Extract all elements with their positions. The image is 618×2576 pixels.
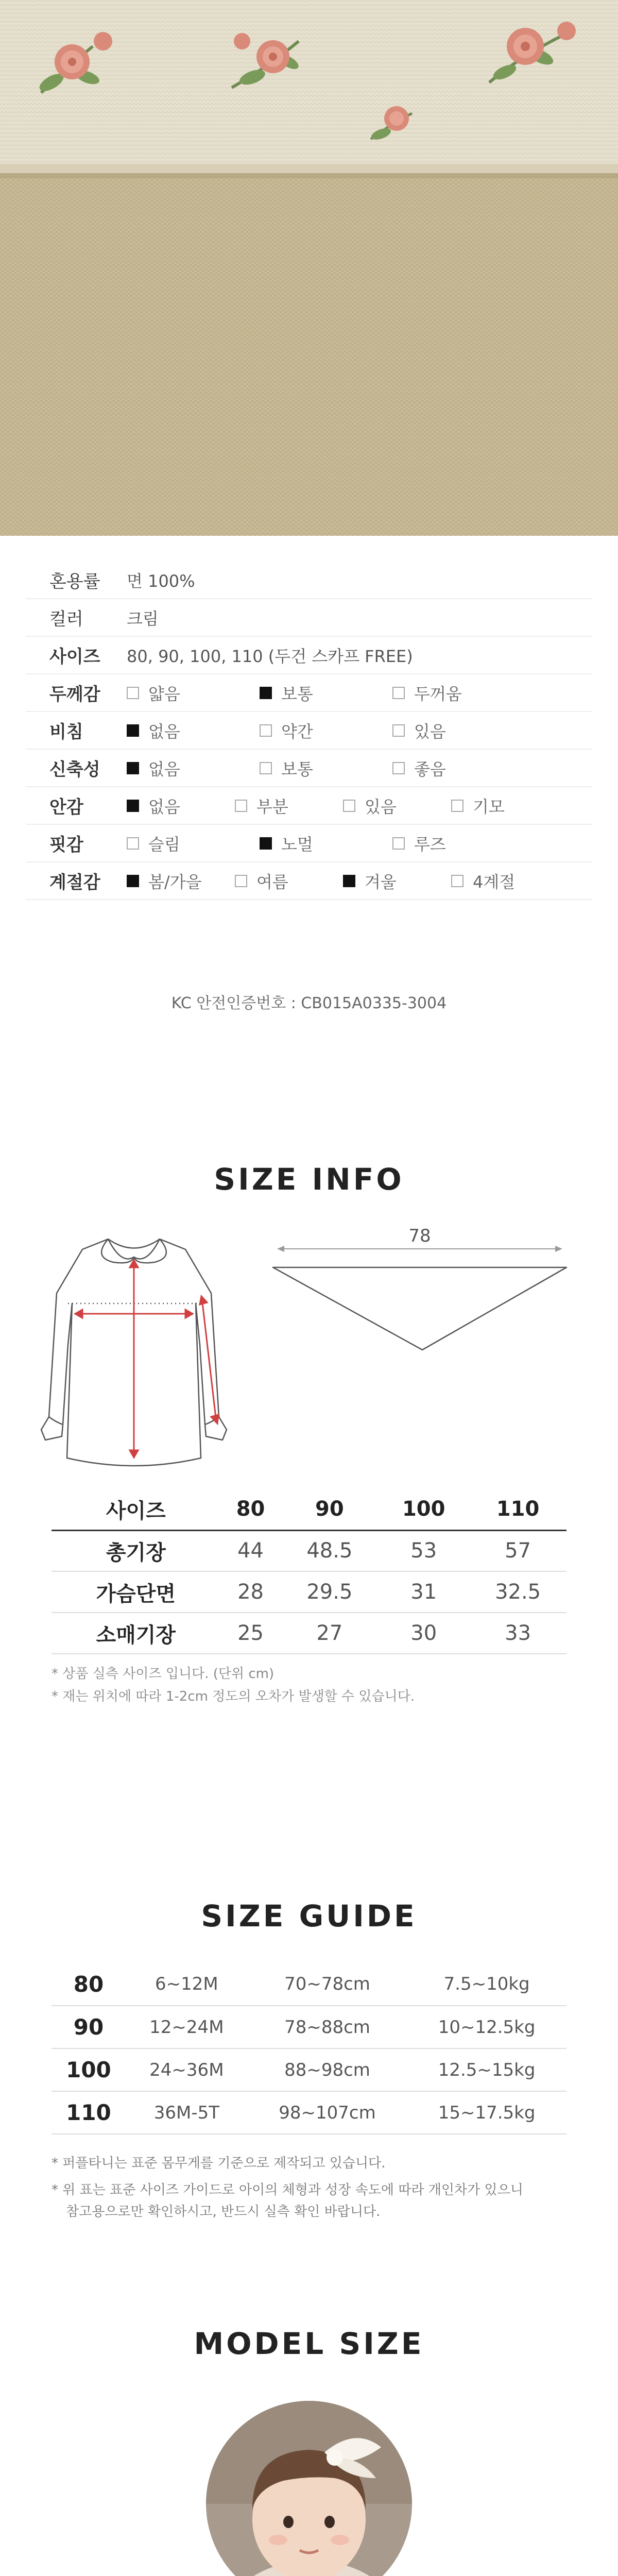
spec-option [343,869,451,893]
spec-option [127,719,260,742]
spec-option [260,756,392,780]
spec-value: 80, 90, 100, 110 (두건 스카프 FREE) [127,646,413,666]
unchecked-box-icon [235,800,247,812]
model-portrait-image [206,2401,412,2576]
spec-option [451,794,559,818]
spec-option [392,832,525,855]
spec-options [127,681,525,705]
spec-option-label: 약간 [281,721,313,741]
spec-option-label: 4계절 [473,872,516,892]
spec-label: 컬러 [49,609,83,630]
spec-option-label: 노멀 [281,834,313,854]
spec-options [127,869,559,893]
table-cell: 36M-5T [126,2091,248,2134]
spec-option-label: 보통 [281,684,313,704]
size-info-header-cell: 100 [378,1489,469,1530]
table-row [52,1613,566,1654]
table-row [52,1963,566,2006]
size-guide-title: SIZE GUIDE [201,1899,417,1934]
spec-option [127,756,260,780]
table-cell: 48.5 [281,1530,379,1571]
table-cell: 29.5 [281,1571,379,1613]
checked-box-icon [127,875,139,887]
spec-option-label: 두꺼움 [414,684,462,704]
table-cell: 28 [220,1571,281,1613]
model-size-title: MODEL SIZE [194,2326,424,2361]
spec-option [392,719,525,742]
checked-box-icon [127,724,139,737]
unchecked-box-icon [127,837,139,850]
spec-option [451,869,559,893]
spec-label: 사이즈 [49,647,100,667]
spec-label: 안감 [49,797,83,818]
spec-option [235,794,343,818]
table-cell: 27 [281,1613,379,1654]
spec-options [127,719,525,742]
dress-and-scarf-diagram [31,1226,587,1473]
row-label: 80 [52,1963,126,2006]
embroidered-fabric-illustration [0,0,618,536]
spec-label: 핏감 [49,835,83,855]
unchecked-box-icon [392,724,405,737]
spec-options [127,794,559,818]
spec-option-label: 보통 [281,759,313,779]
fabric-hero-image [0,0,618,536]
checked-box-icon [260,837,272,850]
table-cell: 44 [220,1530,281,1571]
spec-option [127,869,235,893]
product-spec-table [26,562,592,900]
spec-option-label: 없음 [148,721,180,741]
size-guide-note: * 퍼플타니는 표준 몸무게를 기준으로 제작되고 있습니다. [52,2156,386,2171]
table-cell: 7.5~10kg [407,1963,566,2006]
unchecked-box-icon [343,800,355,812]
unchecked-box-icon [451,875,464,887]
table-cell: 31 [378,1571,469,1613]
spec-row-sheer [26,712,592,750]
spec-label: 신축성 [49,759,100,780]
spec-option [260,681,392,705]
spec-option-label: 봄/가을 [148,872,202,892]
spec-row-season [26,862,592,900]
table-cell: 70~78cm [248,1963,407,2006]
table-cell: 88~98cm [248,2048,407,2091]
spec-option-label: 루즈 [414,834,446,854]
unchecked-box-icon [392,687,405,699]
spec-option-label: 부분 [256,796,288,817]
spec-option [392,756,525,780]
spec-option [127,681,260,705]
spec-row-stretch [26,750,592,787]
size-info-header-cell: 90 [281,1489,379,1530]
table-row [52,2006,566,2048]
spec-row-thickness [26,674,592,712]
size-info-table [52,1489,566,1654]
table-cell: 78~88cm [248,2006,407,2048]
scarf-diagram [273,1226,566,1350]
table-cell: 25 [220,1613,281,1654]
spec-option-label: 없음 [148,759,180,779]
table-cell: 57 [469,1530,566,1571]
unchecked-box-icon [392,837,405,850]
size-info-header-row [52,1489,566,1530]
kc-certification-number: KC 안전인증번호 : CB015A0335-3004 [171,994,447,1012]
table-cell: 10~12.5kg [407,2006,566,2048]
table-cell: 98~107cm [248,2091,407,2134]
unchecked-box-icon [451,800,464,812]
spec-options [127,832,525,855]
unchecked-box-icon [235,875,247,887]
size-info-title: SIZE INFO [214,1162,404,1197]
table-row [52,2091,566,2134]
spec-option-label: 기모 [473,796,505,817]
checked-box-icon [127,762,139,774]
spec-label: 혼용률 [49,571,100,592]
table-cell: 53 [378,1530,469,1571]
spec-option-label: 좋음 [414,759,446,779]
scarf-width-label: 78 [408,1226,431,1246]
spec-row-composition [26,562,592,599]
spec-option-label: 있음 [365,796,397,817]
model-photo [206,2401,412,2576]
size-info-header-cell: 110 [469,1489,566,1530]
measure-lines [75,1260,218,1458]
table-cell: 12.5~15kg [407,2048,566,2091]
unchecked-box-icon [260,762,272,774]
spec-option-label: 없음 [148,796,180,817]
unchecked-box-icon [127,687,139,699]
size-info-header-cell: 사이즈 [52,1489,220,1530]
table-cell: 15~17.5kg [407,2091,566,2134]
spec-option [235,869,343,893]
table-row [52,2048,566,2091]
size-info-note: * 상품 실측 사이즈 입니다. (단위 cm) [52,1666,274,1682]
checked-box-icon [343,875,355,887]
spec-option [392,681,525,705]
row-label: 100 [52,2048,126,2091]
scarf-outline-icon [273,1267,566,1350]
spec-option [260,719,392,742]
checked-box-icon [127,800,139,812]
spec-option [127,832,260,855]
size-info-note: * 재는 위치에 따라 1-2cm 정도의 오차가 발생할 수 있습니다. [52,1689,415,1704]
spec-option-label: 얇음 [148,684,180,704]
table-cell: 6~12M [126,1963,248,2006]
table-cell: 33 [469,1613,566,1654]
spec-option [343,794,451,818]
row-label: 110 [52,2091,126,2134]
spec-label: 계절감 [49,872,100,893]
spec-row-size [26,637,592,674]
table-row [52,1571,566,1613]
spec-value: 면 100% [127,571,195,591]
spec-value: 크림 [127,608,159,629]
spec-label: 비침 [49,722,83,742]
spec-row-color [26,599,592,637]
table-cell: 32.5 [469,1571,566,1613]
spec-row-lining [26,787,592,825]
spec-option-label: 겨울 [365,872,397,892]
size-diagram [31,1226,587,1473]
spec-option [260,832,392,855]
spec-option [127,794,235,818]
size-guide-note: 참고용으로만 확인하시고, 반드시 실측 확인 바랍니다. [66,2204,381,2219]
checked-box-icon [260,687,272,699]
row-label: 총기장 [52,1530,220,1571]
spec-row-fit [26,825,592,862]
spec-option-label: 슬림 [148,834,180,854]
spec-options [127,756,525,780]
unchecked-box-icon [260,724,272,737]
row-label: 90 [52,2006,126,2048]
table-cell: 12~24M [126,2006,248,2048]
size-guide-note: * 위 표는 표준 사이즈 가이드로 아이의 체형과 성장 속도에 따라 개인차가 있으니 [52,2182,523,2198]
row-label: 소매기장 [52,1613,220,1654]
spec-option-label: 여름 [256,872,288,892]
size-info-header-cell: 80 [220,1489,281,1530]
table-cell: 24~36M [126,2048,248,2091]
table-row [52,1530,566,1571]
size-guide-table [52,1963,566,2134]
unchecked-box-icon [392,762,405,774]
spec-option-label: 있음 [414,721,446,741]
table-cell: 30 [378,1613,469,1654]
spec-label: 두께감 [49,684,100,705]
row-label: 가슴단면 [52,1571,220,1613]
